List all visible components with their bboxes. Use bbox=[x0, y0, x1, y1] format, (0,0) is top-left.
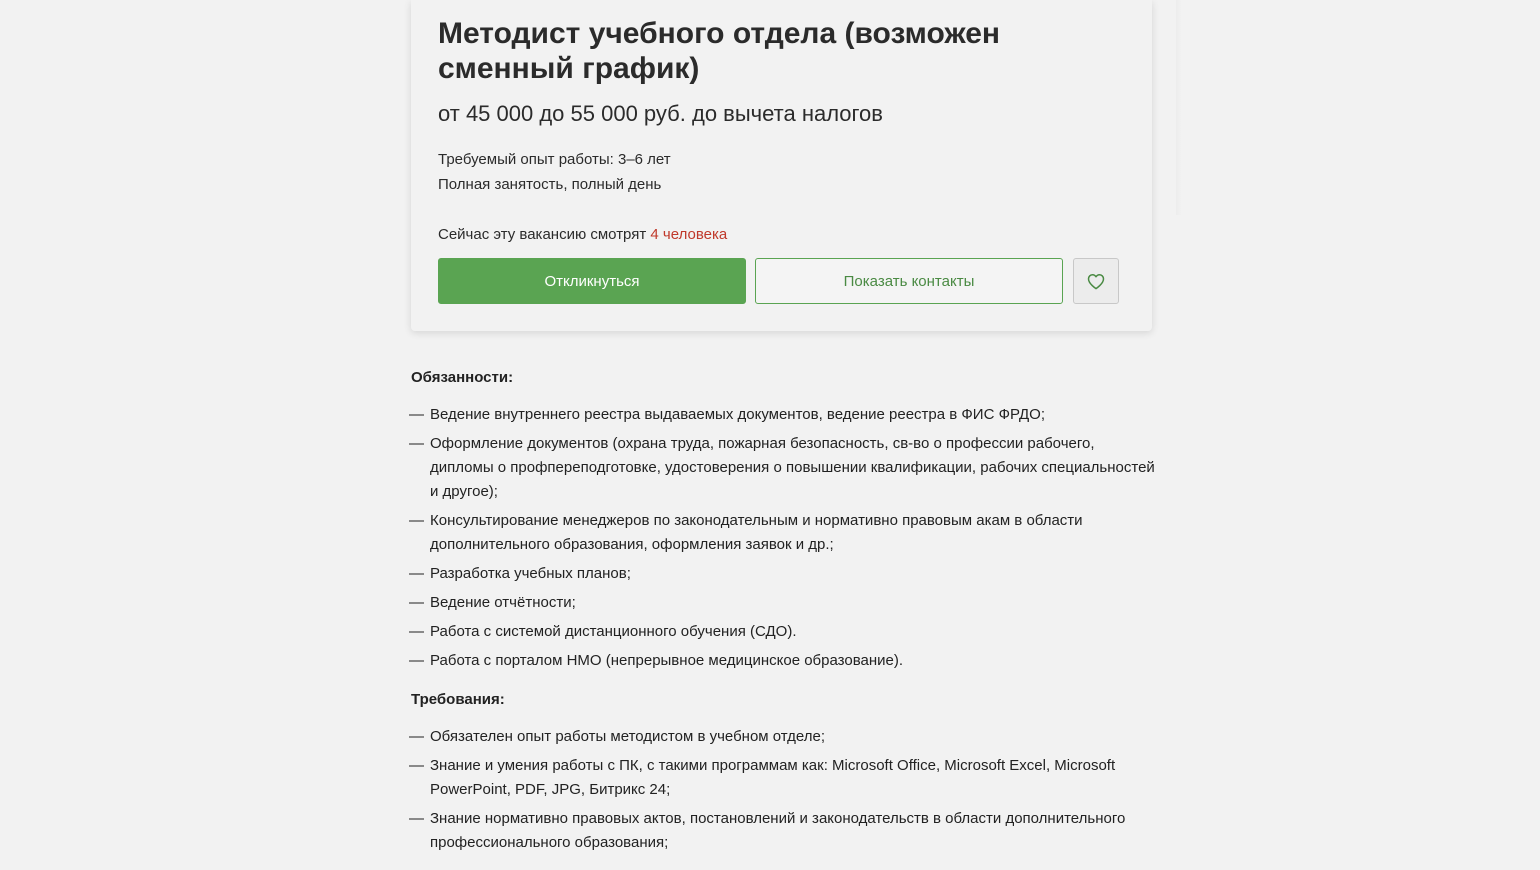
required-experience: Требуемый опыт работы: 3–6 лет bbox=[438, 151, 671, 168]
list-item: — Обязателен опыт работы методистом в учебном отделе; bbox=[411, 725, 1156, 749]
watchers-count: 4 человека bbox=[650, 226, 728, 243]
page-column-shadow bbox=[1176, 0, 1182, 215]
heart-icon bbox=[1087, 273, 1105, 290]
list-item: — Знание нормативно правовых актов, постановлений и законодательств в области дополнительного профессионального образования; bbox=[411, 807, 1156, 855]
favorite-button[interactable] bbox=[1073, 258, 1119, 304]
list-item: — Ведение внутреннего реестра выдаваемых документов, ведение реестра в ФИС ФРДО; bbox=[411, 403, 1156, 427]
vacancy-description bbox=[411, 366, 1156, 870]
vacancy-header-card bbox=[411, 0, 1152, 331]
list-item: — Ведение отчётности; bbox=[411, 591, 1156, 615]
list-item: — Знание и умения работы с ПК, с такими программам как: Microsoft Office, Microsoft Excel, Microsoft PowerPoint, PDF, JPG, Битрикс 24; bbox=[411, 754, 1156, 802]
watchers-prefix: Сейчас эту вакансию смотрят bbox=[438, 226, 651, 243]
responsibilities-list bbox=[411, 403, 1156, 673]
list-item: — Оформление документов (охрана труда, пожарная безопасность, св-во о профессии рабочего, дипломы о профпереподготовке, удостоверения о повышении квалификации, рабочих специальностей и другое); bbox=[411, 432, 1156, 504]
vacancy-title: Методист учебного отдела (возможен сменный график) bbox=[438, 17, 1001, 85]
apply-button[interactable]: Откликнуться bbox=[438, 258, 746, 304]
requirements-list bbox=[411, 725, 1156, 855]
vacancy-salary: от 45 000 до 55 000 руб. до вычета налогов bbox=[438, 101, 883, 126]
list-item: — Консультирование менеджеров по законодательным и нормативно правовым акам в области дополнительного образования, оформления заявок и др.; bbox=[411, 509, 1156, 557]
requirements-title: Требования: bbox=[411, 691, 505, 708]
responsibilities-title: Обязанности: bbox=[411, 369, 514, 386]
list-item: — Разработка учебных планов; bbox=[411, 562, 1156, 586]
show-contacts-button[interactable]: Показать контакты bbox=[755, 258, 1063, 304]
list-item: — Работа с порталом НМО (непрерывное медицинское образование). bbox=[411, 649, 1156, 673]
list-item: — Работа с системой дистанционного обучения (СДО). bbox=[411, 620, 1156, 644]
watchers-info bbox=[438, 225, 727, 245]
employment-type: Полная занятость, полный день bbox=[438, 176, 662, 193]
